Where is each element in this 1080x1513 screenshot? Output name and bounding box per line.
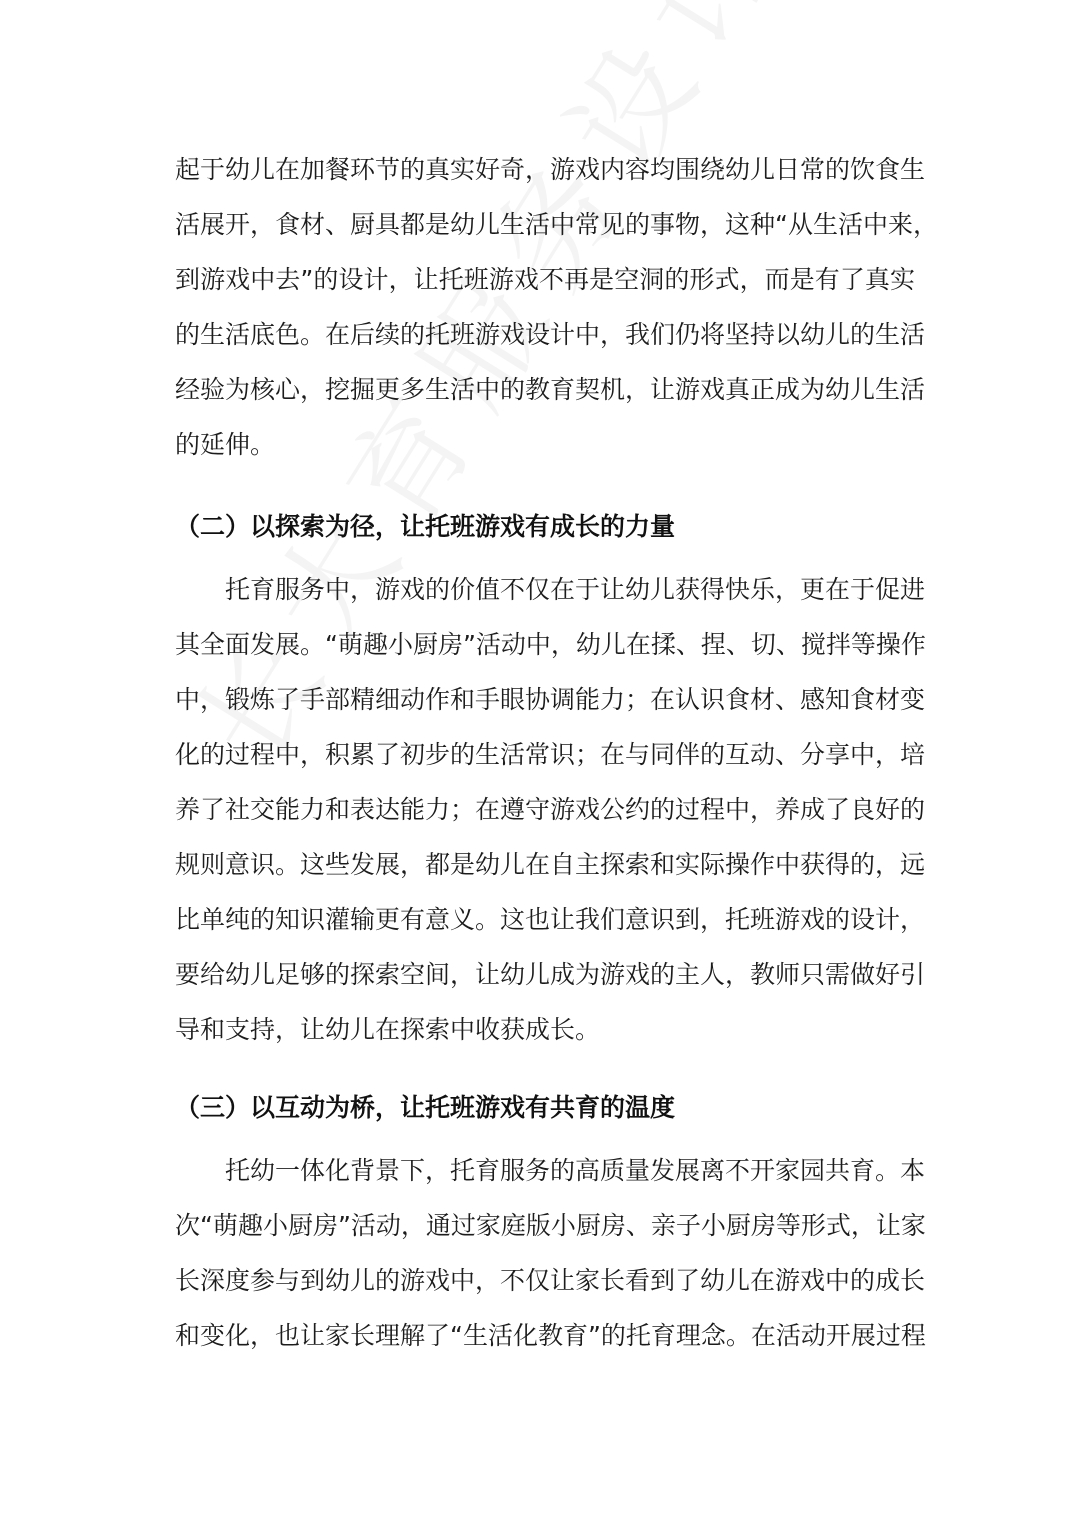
paragraph-line: 导和支持，让幼儿在探索中收获成长。 xyxy=(175,1015,601,1044)
section-heading: （二）以探索为径，让托班游戏有成长的力量 xyxy=(175,512,676,541)
paragraph-line: 到游戏中去”的设计，让托班游戏不再是空洞的形式，而是有了真实 xyxy=(175,265,915,294)
paragraph-line: 起于幼儿在加餐环节的真实好奇，游戏内容均围绕幼儿日常的饮食生 xyxy=(175,155,926,184)
paragraph-line: 的延伸。 xyxy=(175,430,276,459)
paragraph-line: 养了社交能力和表达能力；在遵守游戏公约的过程中，养成了良好的 xyxy=(175,795,926,824)
paragraph-line: 经验为核心，挖掘更多生活中的教育契机，让游戏真正成为幼儿生活 xyxy=(175,375,926,404)
paragraph-line: 长深度参与到幼儿的游戏中，不仅让家长看到了幼儿在游戏中的成长 xyxy=(175,1266,926,1295)
paragraph-line: 比单纯的知识灌输更有意义。这也让我们意识到，托班游戏的设计， xyxy=(175,905,926,934)
paragraph-line: 托幼一体化背景下，托育服务的高质量发展离不开家园共育。本 xyxy=(225,1156,926,1185)
paragraph-line: 其全面发展。“萌趣小厨房”活动中，幼儿在揉、捏、切、搅拌等操作 xyxy=(175,630,926,659)
paragraph-line: 规则意识。这些发展，都是幼儿在自主探索和实际操作中获得的，远 xyxy=(175,850,926,879)
paragraph-line: 和变化，也让家长理解了“生活化教育”的托育理念。在活动开展过程 xyxy=(175,1321,926,1350)
section-heading: （三）以互动为桥，让托班游戏有共育的温度 xyxy=(175,1093,676,1122)
paragraph-line: 的生活底色。在后续的托班游戏设计中，我们仍将坚持以幼儿的生活 xyxy=(175,320,926,349)
paragraph-line: 要给幼儿足够的探索空间，让幼儿成为游戏的主人，教师只需做好引 xyxy=(175,960,926,989)
paragraph-line: 托育服务中，游戏的价值不仅在于让幼儿获得快乐，更在于促进 xyxy=(225,575,926,604)
paragraph-line: 中，锻炼了手部精细动作和手眼协调能力；在认识食材、感知食材变 xyxy=(175,685,926,714)
paragraph-line: 活展开，食材、厨具都是幼儿生活中常见的事物，这种“从生活中来， xyxy=(175,210,938,239)
paragraph-line: 化的过程中，积累了初步的生活常识；在与同伴的互动、分享中，培 xyxy=(175,740,926,769)
paragraph-line: 次“萌趣小厨房”活动，通过家庭版小厨房、亲子小厨房等形式，让家 xyxy=(175,1211,926,1240)
